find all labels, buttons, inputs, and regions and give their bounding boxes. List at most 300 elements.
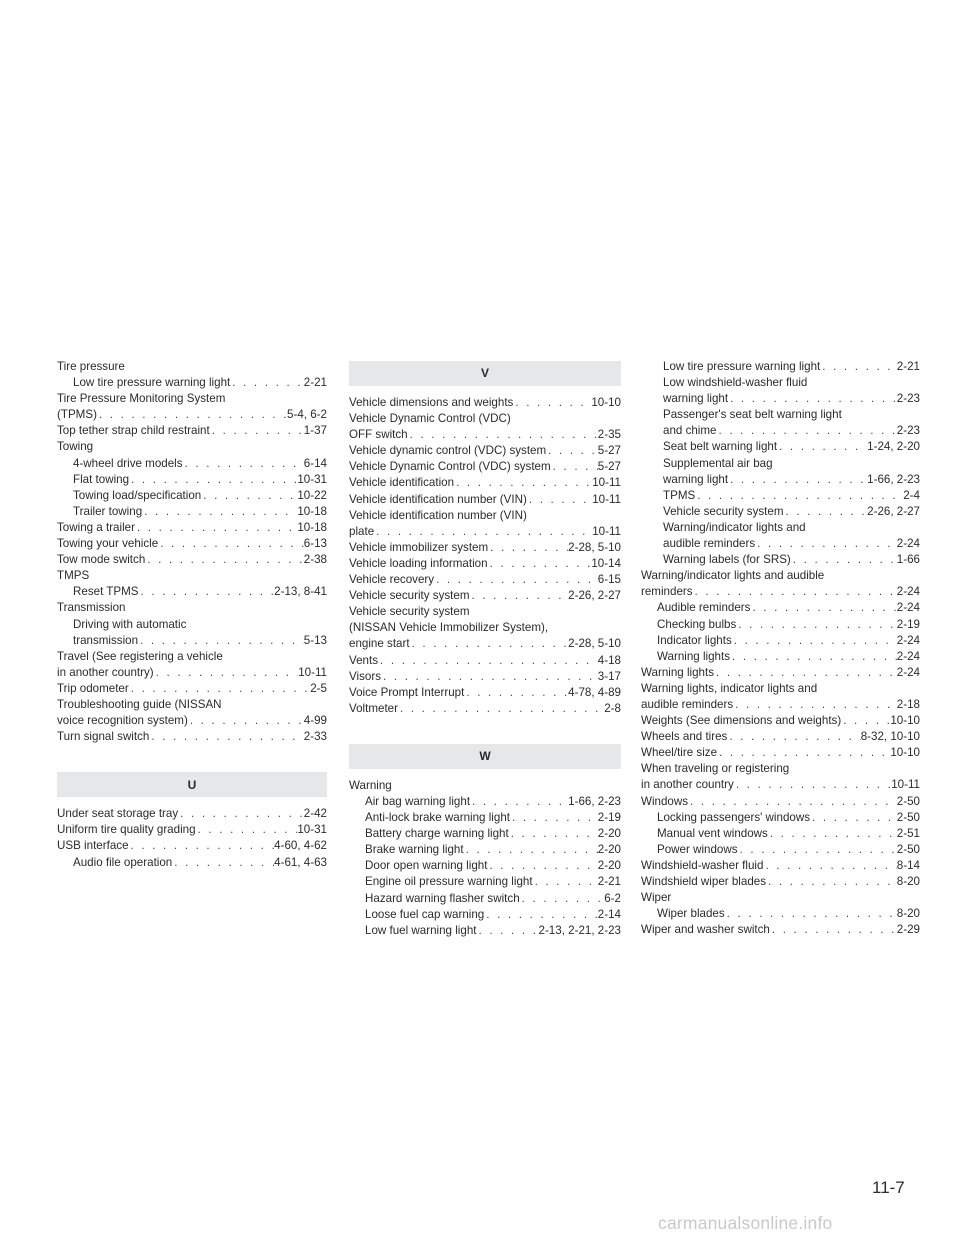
index-heading: Towing [57, 440, 94, 454]
entry-term: Checking bulbs [657, 617, 737, 631]
dot-leader [733, 697, 897, 713]
index-entry [641, 874, 920, 890]
dot-leader [487, 858, 597, 874]
index-entry [349, 524, 621, 540]
index-heading: Vehicle security system [349, 605, 470, 619]
entry-term: reminders [641, 585, 693, 599]
index-entry [641, 729, 920, 745]
entry-page-ref: 8-32, 10-10 [860, 730, 920, 744]
index-entry [641, 439, 920, 455]
entry-term: Windows [641, 794, 689, 808]
index-entry [349, 874, 621, 890]
index-heading: TMPS [57, 569, 90, 583]
entry-term: Air bag warning light [365, 794, 471, 808]
entry-page-ref: 2-51 [896, 826, 920, 840]
entry-page-ref: 1-24, 2-20 [867, 440, 920, 454]
dot-leader [408, 427, 598, 443]
dot-leader [488, 556, 592, 572]
dot-leader [201, 488, 297, 504]
entry-page-ref: 5-27 [597, 444, 621, 458]
index-entry [641, 552, 920, 568]
entry-page-ref: 10-14 [591, 556, 621, 570]
dot-leader [230, 375, 304, 391]
entry-page-ref: 4-78, 4-89 [568, 685, 621, 699]
entry-term: Warning lights [641, 665, 715, 679]
dot-leader [763, 858, 896, 874]
entry-term: engine start [349, 637, 410, 651]
entry-term: Wiper blades [657, 907, 725, 921]
section-letter-band: U [57, 772, 327, 797]
index-entry [641, 906, 920, 922]
index-entry [349, 858, 621, 874]
index-entry [57, 488, 327, 504]
index-heading: Warning/indicator lights and audible [641, 569, 825, 583]
entry-term: Turn signal switch [57, 730, 150, 744]
entry-term: Warning labels (for SRS) [663, 553, 791, 567]
entry-page-ref: 2-20 [597, 843, 621, 857]
entry-page-ref: 2-42 [303, 807, 327, 821]
entry-page-ref: 10-22 [297, 488, 327, 502]
entry-term: Towing load/specification [73, 488, 202, 502]
dot-leader [513, 395, 591, 411]
dot-leader [714, 665, 897, 681]
entry-term: transmission [73, 633, 139, 647]
index-heading: Passenger's seat belt warning light [663, 408, 842, 422]
index-entry [57, 806, 327, 822]
entry-page-ref: 2-19 [896, 617, 920, 631]
index-entry [641, 649, 920, 665]
entry-term: audible reminders [663, 537, 756, 551]
index-entry [641, 665, 920, 681]
dot-leader [727, 729, 860, 745]
entry-page-ref: 2-8 [604, 701, 621, 715]
entry-term: Vehicle security system [663, 504, 784, 518]
index-entry [349, 556, 621, 572]
index-entry [641, 858, 920, 874]
index-entry [641, 842, 920, 858]
entry-term: Vehicle identification [349, 476, 455, 490]
entry-page-ref: 2-21 [303, 376, 327, 390]
index-entry [57, 681, 327, 697]
dot-leader [145, 552, 304, 568]
index-entry [349, 907, 621, 923]
index-entry [641, 922, 920, 938]
index-entry [641, 472, 920, 488]
dot-leader [732, 633, 897, 649]
entry-page-ref: 2-5 [310, 681, 327, 695]
entry-term: plate [349, 524, 375, 538]
entry-term: Wheels and tires [641, 730, 728, 744]
entry-page-ref: 8-20 [896, 907, 920, 921]
index-entry [349, 492, 621, 508]
index-entry [349, 572, 621, 588]
entry-term: in another country) [57, 665, 154, 679]
index-heading: Warning lights, indicator lights and [641, 681, 818, 695]
entry-page-ref: 10-10 [591, 396, 621, 409]
index-entry [349, 475, 621, 491]
entry-term: Tow mode switch [57, 553, 146, 567]
index-heading: Troubleshooting guide (NISSAN [57, 697, 222, 711]
index-heading: Warning/indicator lights and [663, 520, 806, 534]
dot-leader [138, 633, 304, 649]
index-entry [641, 826, 920, 842]
index-entry [57, 855, 327, 871]
index-entry [349, 923, 621, 939]
entry-page-ref: 10-31 [297, 823, 327, 837]
entry-term: Vehicle dimensions and weights [349, 396, 514, 409]
index-entry [349, 443, 621, 459]
index-heading: Transmission [57, 601, 126, 615]
entry-term: Anti-lock brake warning light [365, 811, 510, 825]
entry-page-ref: 10-10 [890, 746, 920, 760]
dot-leader [374, 524, 592, 540]
index-entry [57, 472, 327, 488]
entry-term: Power windows [657, 842, 738, 856]
entry-page-ref: 4-99 [303, 714, 327, 728]
dot-leader [410, 636, 569, 652]
dot-leader [520, 891, 605, 907]
watermark-text: carmanualsonline.info [658, 1213, 833, 1233]
index-entry [641, 600, 920, 616]
entry-page-ref: 8-20 [896, 875, 920, 888]
entry-page-ref: 5-13 [303, 633, 327, 647]
index-heading: (NISSAN Vehicle Immobilizer System), [349, 621, 549, 635]
entry-page-ref: 2-13, 8-41 [274, 585, 327, 599]
dot-leader [470, 588, 569, 604]
index-entry [641, 794, 920, 810]
entry-page-ref: 2-24 [896, 601, 920, 615]
entry-page-ref: 2-28, 5-10 [568, 637, 621, 651]
index-entry [349, 588, 621, 604]
entry-page-ref: 6-13 [303, 537, 327, 551]
entry-page-ref: 4-60, 4-62 [274, 839, 327, 853]
dot-leader [728, 472, 867, 488]
dot-leader [178, 806, 304, 822]
entry-page-ref: 2-28, 5-10 [568, 540, 621, 554]
dot-leader [546, 443, 598, 459]
index-entry [349, 794, 621, 810]
entry-term: Flat towing [73, 472, 130, 486]
dot-leader [736, 617, 897, 633]
entry-term: USB interface [57, 839, 129, 853]
entry-term: voice recognition system) [57, 714, 188, 728]
dot-leader [728, 391, 897, 407]
entry-page-ref: 10-10 [890, 714, 920, 728]
entry-page-ref: 2-24 [896, 649, 920, 663]
index-entry [641, 713, 920, 729]
spacer [349, 386, 621, 395]
entry-term: Wheel/tire size [641, 746, 718, 760]
entry-term: Wiper and washer switch [641, 923, 770, 937]
entry-term: Low tire pressure warning light [663, 360, 821, 373]
index-entry [349, 810, 621, 826]
entry-page-ref: 2-35 [597, 428, 621, 442]
entry-page-ref: 10-11 [592, 524, 621, 538]
entry-term: warning light [663, 392, 729, 406]
entry-page-ref: 1-66, 2-23 [867, 472, 920, 486]
dot-leader [378, 653, 598, 669]
index-entry [641, 359, 920, 375]
entry-term: Vehicle identification number (VIN) [349, 492, 527, 506]
entry-term: Towing your vehicle [57, 537, 159, 551]
entry-page-ref: 2-18 [896, 697, 920, 711]
entry-page-ref: 2-23 [896, 392, 920, 406]
entry-page-ref: 2-50 [896, 842, 920, 856]
entry-page-ref: 3-17 [597, 669, 621, 683]
entry-page-ref: 2-24 [896, 633, 920, 647]
entry-term: Vehicle Dynamic Control (VDC) system [349, 460, 551, 474]
section-letter-band: V [349, 361, 621, 386]
dot-leader [196, 822, 298, 838]
index-entry [57, 552, 327, 568]
entry-page-ref: 2-50 [896, 794, 920, 808]
section-letter-band: W [349, 744, 621, 769]
entry-term: Engine oil pressure warning light [365, 875, 533, 889]
index-entry [349, 669, 621, 685]
entry-term: Locking passengers' windows [657, 810, 811, 824]
entry-page-ref: 10-31 [297, 472, 327, 486]
entry-page-ref: 5-27 [597, 460, 621, 474]
entry-page-ref: 2-24 [896, 665, 920, 679]
entry-term: Battery charge warning light [365, 827, 509, 841]
index-heading: Travel (See registering a vehicle [57, 649, 223, 663]
entry-page-ref: 2-21 [597, 875, 621, 889]
entry-page-ref: 2-33 [303, 730, 327, 744]
index-heading: Supplemental air bag [663, 456, 773, 470]
entry-term: Voice Prompt Interrupt [349, 685, 465, 699]
dot-leader [750, 600, 896, 616]
page-number: 11-7 [872, 1178, 905, 1197]
index-entry [349, 685, 621, 701]
entry-term: Seat belt warning light [663, 440, 778, 454]
entry-term: Towing a trailer [57, 520, 135, 534]
dot-leader [129, 838, 275, 854]
entry-term: Vehicle dynamic control (VDC) system [349, 444, 547, 458]
dot-leader [734, 777, 891, 793]
entry-page-ref: 2-13, 2-21, 2-23 [538, 923, 621, 937]
dot-leader [841, 713, 890, 729]
index-entry [349, 395, 621, 411]
index-entry [57, 665, 327, 681]
dot-leader [172, 855, 274, 871]
index-entry [57, 375, 327, 391]
dot-leader [154, 665, 299, 681]
index-entry [57, 520, 327, 536]
entry-term: Brake warning light [365, 843, 464, 857]
entry-page-ref: 1-37 [303, 424, 327, 438]
dot-leader [810, 810, 897, 826]
dot-leader [551, 459, 598, 475]
entry-term: OFF switch [349, 428, 408, 442]
index-entry [57, 822, 327, 838]
index-entry [57, 423, 327, 439]
entry-term: Vents [349, 653, 379, 667]
dot-leader [464, 685, 568, 701]
index-entry [57, 584, 327, 600]
index-entry [57, 456, 327, 472]
entry-page-ref: 6-15 [597, 573, 621, 587]
entry-page-ref: 2-20 [597, 827, 621, 841]
entry-page-ref: 10-11 [592, 476, 621, 490]
entry-term: Vehicle immobilizer system [349, 540, 489, 554]
index-entry [57, 838, 327, 854]
entry-term: Uniform tire quality grading [57, 823, 196, 837]
dot-leader [533, 874, 598, 890]
dot-leader [738, 842, 897, 858]
index-entry [349, 826, 621, 842]
entry-page-ref: 6-2 [604, 891, 621, 905]
entry-term: Weights (See dimensions and weights) [641, 714, 842, 728]
index-heading: Vehicle identification number (VIN) [349, 508, 527, 522]
dot-leader [470, 794, 568, 810]
entry-term: Reset TPMS [73, 585, 139, 599]
dot-leader [139, 584, 275, 600]
dot-leader [149, 729, 303, 745]
entry-term: Visors [349, 669, 382, 683]
index-heading: Tire Pressure Monitoring System [57, 392, 226, 406]
entry-term: Hazard warning flasher switch [365, 891, 520, 905]
entry-term: Trailer towing [73, 504, 143, 518]
entry-term: 4-wheel drive models [73, 456, 183, 470]
entry-page-ref: 5-4, 6-2 [287, 408, 327, 422]
entry-term: Vehicle security system [349, 589, 470, 603]
dot-leader [695, 488, 903, 504]
entry-term: Loose fuel cap warning [365, 907, 485, 921]
index-entry [641, 745, 920, 761]
entry-term: Voltmeter [349, 701, 398, 715]
entry-page-ref: 10-11 [298, 665, 327, 679]
index-entry [641, 536, 920, 552]
index-heading: Warning [349, 778, 392, 792]
index-entry [57, 713, 327, 729]
index-entry [349, 540, 621, 556]
dot-leader [693, 584, 897, 600]
section-gap [57, 745, 327, 772]
index-entry [349, 842, 621, 858]
entry-page-ref: 6-14 [303, 456, 327, 470]
dot-leader [688, 794, 897, 810]
index-entry [641, 584, 920, 600]
entry-page-ref: 10-11 [891, 778, 920, 792]
entry-term: warning light [663, 472, 729, 486]
entry-term: Vehicle recovery [349, 573, 435, 587]
dot-leader [210, 423, 304, 439]
index-entry [349, 459, 621, 475]
index-entry [641, 391, 920, 407]
index-entry [57, 407, 327, 423]
entry-term: Manual vent windows [657, 826, 768, 840]
index-entry [349, 891, 621, 907]
index-column-2 [349, 361, 621, 939]
index-entry [641, 697, 920, 713]
entry-page-ref: 10-11 [592, 492, 621, 506]
dot-leader [820, 359, 897, 375]
index-column-3 [641, 359, 920, 938]
dot-leader [464, 842, 598, 858]
entry-page-ref: 2-19 [597, 811, 621, 825]
entry-term: and chime [663, 424, 717, 438]
index-entry [641, 504, 920, 520]
dot-leader [509, 826, 598, 842]
entry-term: Door open warning light [365, 859, 488, 873]
section-gap [349, 717, 621, 744]
entry-page-ref: 10-18 [297, 520, 327, 534]
dot-leader [768, 826, 897, 842]
dot-leader [454, 475, 592, 491]
entry-page-ref: 2-24 [896, 537, 920, 551]
index-column-1 [57, 359, 327, 871]
dot-leader [770, 922, 897, 938]
index-entry [349, 653, 621, 669]
spacer [57, 797, 327, 806]
dot-leader [434, 572, 598, 588]
index-entry [349, 636, 621, 652]
entry-page-ref: 2-26, 2-27 [568, 589, 621, 603]
index-entry [57, 729, 327, 745]
index-entry [641, 617, 920, 633]
entry-term: Low tire pressure warning light [73, 376, 231, 390]
entry-page-ref: 2-14 [597, 907, 621, 921]
index-heading: Tire pressure [57, 360, 125, 373]
dot-leader [129, 681, 310, 697]
dot-leader [777, 439, 867, 455]
dot-leader [381, 669, 598, 685]
entry-term: Top tether strap child restraint [57, 424, 210, 438]
entry-page-ref: 2-38 [303, 553, 327, 567]
spacer [349, 769, 621, 778]
dot-leader [755, 536, 897, 552]
entry-page-ref: 2-50 [896, 810, 920, 824]
index-entry [641, 810, 920, 826]
dot-leader [784, 504, 868, 520]
dot-leader [730, 649, 897, 665]
dot-leader [183, 456, 304, 472]
entry-page-ref: 2-21 [896, 360, 920, 373]
entry-term: audible reminders [641, 697, 734, 711]
entry-page-ref: 2-4 [903, 488, 920, 502]
dot-leader [791, 552, 897, 568]
dot-leader [398, 701, 604, 717]
index-entry [641, 423, 920, 439]
index-entry [57, 504, 327, 520]
dot-leader [158, 536, 304, 552]
dot-leader [766, 874, 897, 890]
index-entry [641, 633, 920, 649]
index-heading: Vehicle Dynamic Control (VDC) [349, 412, 511, 426]
dot-leader [717, 745, 890, 761]
entry-page-ref: 2-24 [896, 585, 920, 599]
dot-leader [188, 713, 304, 729]
entry-page-ref: 1-66 [896, 553, 920, 567]
entry-term: Warning lights [657, 649, 731, 663]
dot-leader [725, 906, 897, 922]
entry-term: Low fuel warning light [365, 923, 477, 937]
index-entry [641, 488, 920, 504]
dot-leader [527, 492, 592, 508]
entry-term: TPMS [663, 488, 696, 502]
index-entry [57, 536, 327, 552]
dot-leader [129, 472, 297, 488]
index-heading: Low windshield-washer fluid [663, 376, 808, 390]
index-heading: When traveling or registering [641, 762, 790, 776]
entry-term: Audio file operation [73, 855, 173, 869]
dot-leader [488, 540, 568, 556]
entry-term: Vehicle loading information [349, 556, 488, 570]
index-heading: Driving with automatic [73, 617, 187, 631]
entry-page-ref: 2-23 [896, 424, 920, 438]
entry-page-ref: 2-26, 2-27 [867, 504, 920, 518]
index-entry [349, 427, 621, 443]
